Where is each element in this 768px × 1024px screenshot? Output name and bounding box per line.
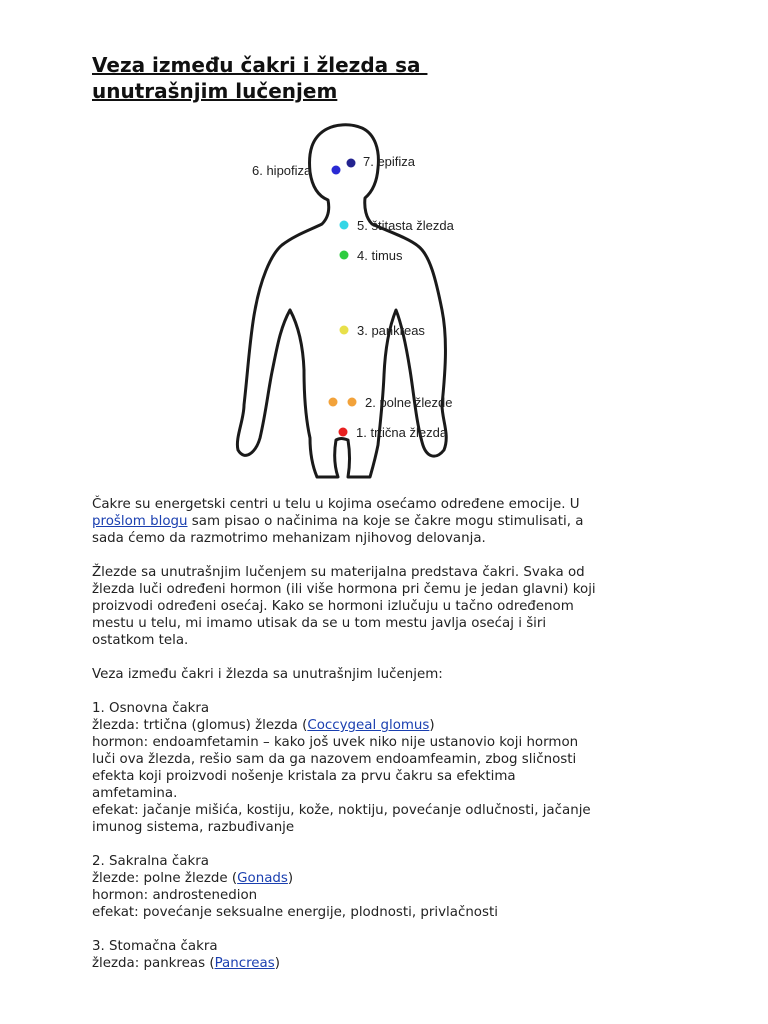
- text-line: ostatkom tela.: [92, 633, 189, 648]
- text-line: luči ova žlezda, rešio sam da ga nazovem endoamfeamin, zbog sličnosti: [92, 752, 577, 767]
- text-line: hormon: androstenedion: [92, 888, 258, 903]
- pankreas-dot: [340, 326, 349, 335]
- chakra-1-gland: [92, 717, 712, 734]
- gonads-link[interactable]: Gonads: [237, 871, 288, 886]
- text-line: Žlezde sa unutrašnjim lučenjem su materijalna predstava čakri. Svaka od: [92, 565, 585, 580]
- label-trticna-zlezda: 1. trtična žlezda: [356, 425, 448, 440]
- chakra-1-heading: 1. Osnovna čakra: [92, 701, 210, 716]
- text-line: efekta koji proizvodi nošenje kristala za prvu čakru sa efektima: [92, 769, 516, 784]
- chakra-body-figure: [230, 120, 480, 482]
- label-stitasta-zlezda: 5. štitasta žlezda: [357, 218, 454, 233]
- epifiza-dot: [347, 159, 356, 168]
- label-hipofiza: 6. hipofiza: [252, 163, 312, 178]
- stitasta-zlezda-dot: [340, 221, 349, 230]
- text-line: imunog sistema, razbuđivanje: [92, 820, 295, 835]
- document-body: [92, 496, 712, 989]
- previous-blog-link[interactable]: prošlom blogu: [92, 514, 188, 529]
- text-fragment: sam pisao o načinima na koje se čakre mogu stimulisati, a: [187, 514, 584, 529]
- text-line: [92, 513, 712, 530]
- text-line: amfetamina.: [92, 786, 178, 801]
- coccygeal-glomus-link[interactable]: Coccygeal glomus: [307, 718, 430, 733]
- hipofiza-dot: [332, 166, 341, 175]
- title-line-1: Veza između čakri i žlezda sa: [92, 53, 428, 77]
- timus-dot: [340, 251, 349, 260]
- chakra-3-gland: [92, 955, 712, 972]
- text-fragment: ): [429, 718, 435, 733]
- label-timus: 4. timus: [357, 248, 403, 263]
- chakra-2-heading: 2. Sakralna čakra: [92, 854, 209, 869]
- chakra-1-section: [92, 700, 712, 836]
- label-polne-zlezde: 2. polne žlezde: [365, 395, 453, 410]
- text-fragment: žlezde: polne žlezde (: [92, 871, 238, 886]
- polne-zlezde-dot-left: [329, 398, 338, 407]
- chakra-3-heading: 3. Stomačna čakra: [92, 939, 218, 954]
- pancreas-link[interactable]: Pancreas: [214, 956, 275, 971]
- chakra-3-section: [92, 938, 712, 972]
- text-line: sada ćemo da razmotrimo mehanizam njihovog delovanja.: [92, 531, 486, 546]
- text-line: efekat: povećanje seksualne energije, plodnosti, privlačnosti: [92, 905, 498, 920]
- text-line: Čakre su energetski centri u telu u kojima osećamo određene emocije. U: [92, 497, 580, 512]
- body-outline-illustration: [230, 120, 480, 482]
- trticna-zlezda-dot: [339, 428, 348, 437]
- label-pankreas: 3. pankreas: [357, 323, 425, 338]
- text-line: Veza između čakri i žlezda sa unutrašnjim lučenjem:: [92, 667, 443, 682]
- intro-paragraph-1: [92, 496, 712, 547]
- label-epifiza: 7. epifiza: [363, 154, 416, 169]
- text-line: žlezda luči određeni hormon (ili više hormona pri čemu je jedan glavni) koji: [92, 582, 596, 597]
- text-line: hormon: endoamfetamin – kako još uvek niko nije ustanovio koji hormon: [92, 735, 579, 750]
- text-line: efekat: jačanje mišića, kostiju, kože, noktiju, povećanje odlučnosti, jačanje: [92, 803, 591, 818]
- document-title: [92, 52, 692, 104]
- chakra-2-section: [92, 853, 712, 921]
- text-fragment: ): [274, 956, 280, 971]
- title-line-2: unutrašnjim lučenjem: [92, 79, 338, 103]
- chakra-2-gland: [92, 870, 712, 887]
- polne-zlezde-dot-right: [348, 398, 357, 407]
- text-fragment: ): [287, 871, 294, 886]
- text-fragment: žlezda: pankreas (: [92, 956, 215, 971]
- text-line: mestu u telu, mi imamo utisak da se u tom mestu javlja osećaj i širi: [92, 616, 547, 631]
- text-line: proizvodi određeni osećaj. Kako se hormoni izlučuju u tačno određenom: [92, 599, 574, 614]
- intro-paragraph-3: [92, 666, 712, 683]
- intro-paragraph-2: [92, 564, 712, 649]
- text-fragment: žlezda: trtična (glomus) žlezda (: [92, 718, 308, 733]
